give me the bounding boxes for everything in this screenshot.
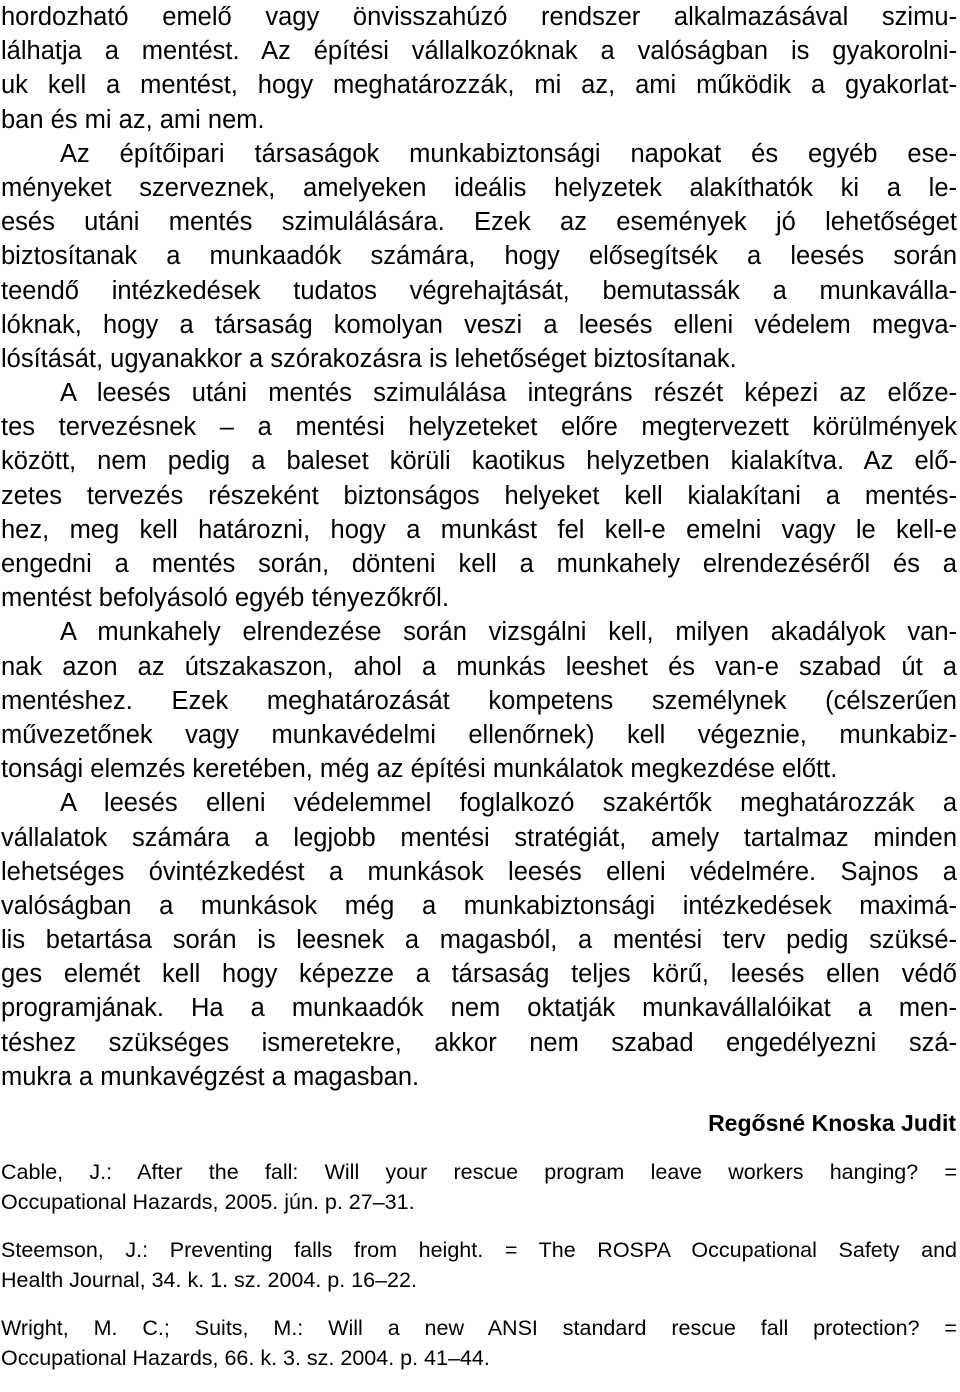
paragraph-line: uk kell a mentést, hogy meghatározzák, mi az, ami működik a gyakorlat-	[1, 71, 957, 100]
paragraph-line: mentést befolyásoló egyéb tényezőkről.	[1, 584, 449, 613]
paragraph-line: tonsági elemzés keretében, még az építési munkálatok megkezdése előtt.	[1, 755, 838, 784]
author-signature: Regősné Knoska Judit	[708, 1110, 956, 1136]
paragraph-line: A leesés utáni mentés szimulálása integráns részét képezi az előze-	[60, 379, 957, 408]
reference-line: Wright, M. C.; Suits, M.: Will a new ANSI standard rescue fall protection? =	[1, 1316, 957, 1340]
paragraph-line: hordozható emelő vagy önvisszahúzó rendszer alkalmazásával szimu-	[1, 3, 957, 31]
paragraph-line: mukra a munkavégzést a magasban.	[1, 1062, 420, 1091]
paragraph-line: zetes tervezés részeként biztonságos helyeket kell kialakítani a mentés-	[1, 481, 957, 510]
paragraph-line: között, nem pedig a baleset körüli kaotikus helyzetben kialakítva. Az elő-	[1, 447, 957, 476]
reference-line: Occupational Hazards, 66. k. 3. sz. 2004. p. 41–44.	[1, 1345, 490, 1370]
paragraph-line: művezetőnek vagy munkavédelmi ellenőrnek) kell végeznie, munkabiz-	[1, 720, 957, 749]
reference-line: Occupational Hazards, 2005. jún. p. 27–31.	[1, 1189, 415, 1214]
paragraph-line: biztosítanak a munkaadók számára, hogy elősegítsék a leesés során	[1, 242, 957, 271]
reference-list	[1, 1158, 957, 1373]
paragraph	[1, 0, 957, 137]
paragraph-line: lósítását, ugyanakkor a szórakozásra is lehetőséget biztosítanak.	[1, 344, 737, 373]
paragraph-line: lálhatja a mentést. Az építési vállalkozóknak a valóságban is gyakorolni-	[1, 37, 957, 66]
paragraph	[1, 376, 957, 615]
paragraph-line: ges elemét kell hogy képezze a társaság teljes körű, leesés ellen védő	[1, 960, 957, 989]
paragraph	[1, 786, 957, 1094]
reference-item	[1, 1236, 957, 1295]
paragraph-line: hez, meg kell határozni, hogy a munkást fel kell-e emelni vagy le kell-e	[1, 515, 957, 544]
paragraph-line: nak azon az útszakaszon, ahol a munkás leeshet és van-e szabad út a	[1, 652, 957, 681]
reference-line: Health Journal, 34. k. 1. sz. 2004. p. 16–22.	[1, 1267, 417, 1292]
paragraph-line: ményeket szerveznek, amelyeken ideális helyzetek alakíthatók ki a le-	[1, 173, 957, 202]
paragraph	[1, 615, 957, 786]
article-body	[1, 0, 957, 1094]
paragraph-line: engedni a mentés során, dönteni kell a munkahely elrendezéséről és a	[1, 550, 957, 578]
paragraph-line: vállalatok számára a legjobb mentési stratégiát, amely tartalmaz minden	[1, 823, 957, 852]
paragraph-line: ban és mi az, ami nem.	[1, 105, 265, 134]
paragraph-line: lis betartása során is leesnek a magasból, a mentési terv pedig szüksé-	[1, 926, 957, 955]
document-page	[1, 0, 957, 1392]
paragraph-line: lóknak, hogy a társaság komolyan veszi a leesés elleni védelem megva-	[1, 310, 957, 339]
paragraph-line: esés utáni mentés szimulálására. Ezek az események jó lehetőséget	[1, 208, 957, 237]
reference-item	[1, 1158, 957, 1217]
paragraph-line: valóságban a munkások még a munkabiztonsági intézkedések maximá-	[1, 891, 957, 920]
paragraph-line: teendő intézkedések tudatos végrehajtását, bemutassák a munkaválla-	[1, 276, 957, 305]
paragraph-line: programjának. Ha a munkaadók nem oktatják munkavállalóikat a men-	[1, 994, 957, 1023]
paragraph-line: A leesés elleni védelemmel foglalkozó szakértők meghatározzák a	[60, 789, 957, 818]
paragraph-line: tes tervezésnek – a mentési helyzeteket előre megtervezett körülmények	[1, 413, 957, 442]
paragraph-line: téshez szükséges ismeretekre, akkor nem szabad engedélyezni szá-	[1, 1028, 957, 1057]
paragraph-line: A munkahely elrendezése során vizsgálni kell, milyen akadályok van-	[60, 618, 957, 647]
reference-line: Cable, J.: After the fall: Will your rescue program leave workers hanging? =	[1, 1160, 957, 1184]
paragraph	[1, 137, 957, 376]
paragraph-line: lehetséges óvintézkedést a munkások leesés elleni védelmére. Sajnos a	[1, 857, 957, 886]
reference-line: Steemson, J.: Preventing falls from height. = The ROSPA Occupational Safety and	[1, 1238, 957, 1262]
reference-item	[1, 1314, 957, 1373]
paragraph-line: Az építőipari társaságok munkabiztonsági napokat és egyéb ese-	[60, 139, 957, 168]
paragraph-line: mentéshez. Ezek meghatározását kompetens személynek (célszerűen	[1, 686, 957, 715]
